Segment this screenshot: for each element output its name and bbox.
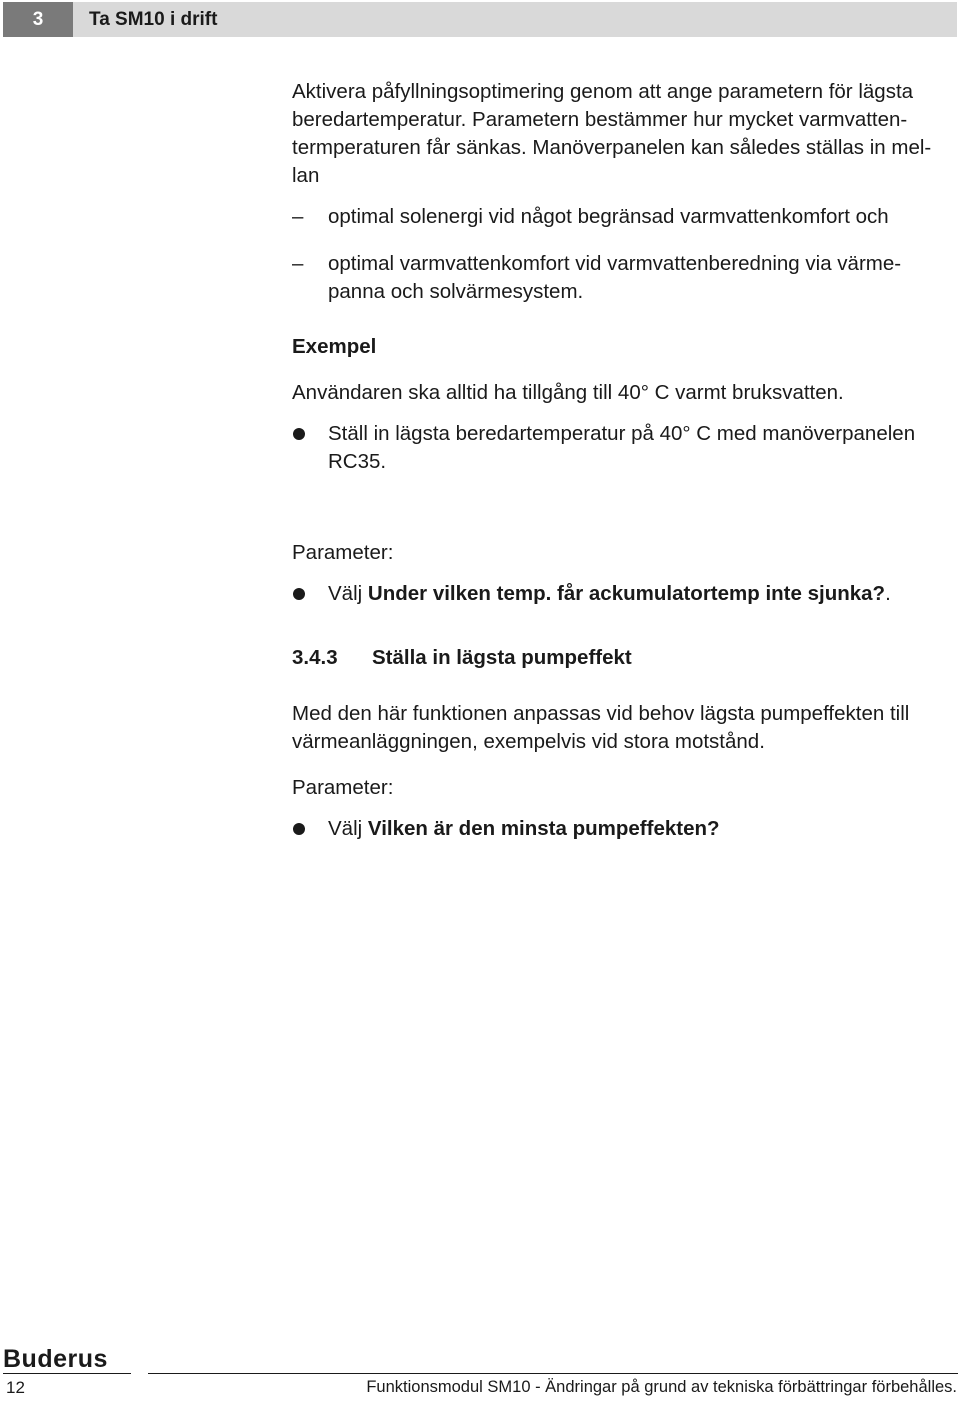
chapter-header: [3, 2, 957, 37]
option-text: optimal varmvattenkomfort vid varmvattenberedning via värme-: [328, 252, 902, 275]
example-heading: Exempel: [292, 335, 377, 358]
example-step: [292, 420, 957, 476]
footer-divider: [148, 1373, 958, 1374]
parameter-label: Parameter:: [292, 541, 394, 564]
dash-marker: –: [292, 205, 304, 228]
option-text: optimal solenergi vid något begränsad varmvattenkomfort och: [328, 205, 889, 228]
step-prefix: Välj: [328, 582, 368, 605]
section-heading: [292, 644, 957, 672]
footer-note: Funktionsmodul SM10 - Ändringar på grund av tekniska förbättringar förbehålles.: [366, 1378, 957, 1396]
parameter-step: [292, 580, 957, 608]
section-line: värmeanläggningen, exempelvis vid stora motstånd.: [292, 730, 765, 753]
chapter-number: 3: [3, 2, 73, 37]
parameter-label: Parameter:: [292, 776, 394, 799]
parameter-value: Vilken är den minsta pumpeffekten?: [367, 817, 720, 840]
parameter-value: Under vilken temp. får ackumulatortemp inte sjunka?: [367, 582, 886, 605]
example-text: Användaren ska alltid ha tillgång till 40° C varmt bruksvatten.: [292, 381, 844, 404]
option-item: [292, 250, 957, 306]
option-text: panna och solvärmesystem.: [328, 280, 584, 303]
page-number: 12: [6, 1378, 25, 1397]
chapter-title: Ta SM10 i drift: [89, 9, 218, 30]
step-text: RC35.: [328, 450, 387, 473]
section-line: Med den här funktionen anpassas vid behov lägsta pumpeffekten till: [292, 702, 910, 725]
dash-marker: –: [292, 252, 304, 275]
intro-paragraph: [292, 78, 957, 190]
section-number: 3.4.3: [292, 646, 338, 669]
bullet-icon: [293, 823, 305, 835]
option-item: [292, 203, 957, 231]
intro-line: termperaturen får sänkas. Manöverpanelen kan således ställas in mel-: [292, 136, 932, 159]
step-prefix: Välj: [328, 817, 368, 840]
section-paragraph: [292, 700, 957, 756]
buderus-logo: Buderus: [3, 1345, 108, 1373]
bullet-icon: [293, 588, 305, 600]
step-suffix: .: [885, 582, 891, 605]
intro-line: beredartemperatur. Parametern bestämmer hur mycket varmvatten-: [292, 108, 908, 131]
intro-line: Aktivera påfyllningsoptimering genom att ange parametern för lägsta: [292, 80, 914, 103]
bullet-icon: [293, 428, 305, 440]
parameter-step: [292, 815, 957, 843]
page-content: [292, 78, 957, 843]
intro-line: lan: [292, 164, 320, 187]
step-text: Ställ in lägsta beredartemperatur på 40° C med manöverpanelen: [328, 422, 916, 445]
section-title: Ställa in lägsta pumpeffekt: [372, 646, 632, 669]
footer-divider: [3, 1373, 131, 1374]
